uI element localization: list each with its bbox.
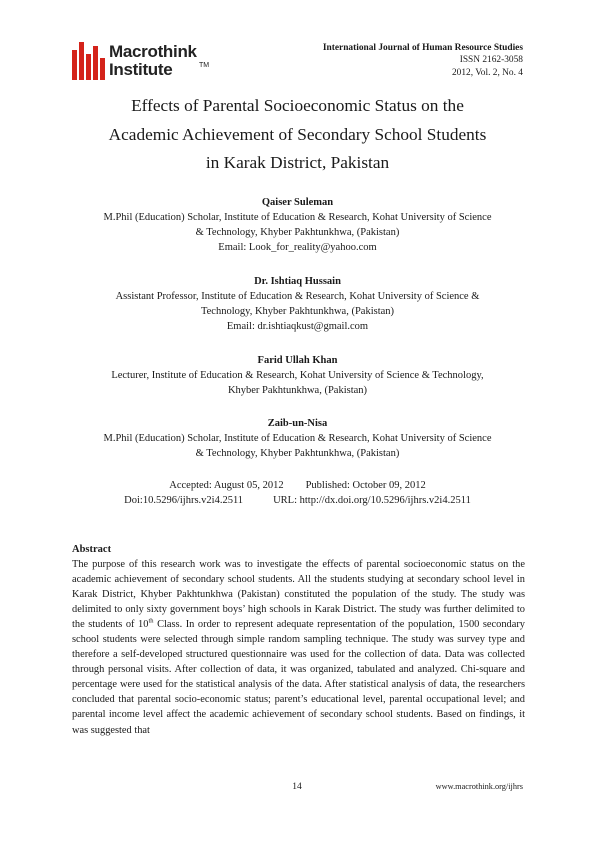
- abstract-heading: Abstract: [72, 544, 112, 555]
- publisher-name-line2: Institute: [109, 60, 173, 79]
- page-number: 14: [292, 782, 302, 792]
- author-affiliation: Assistant Professor, Institute of Education & Research, Kohat University of Science &: [115, 291, 480, 302]
- footer-url[interactable]: www.macrothink.org/ijhrs: [435, 782, 523, 791]
- abstract-text: The purpose of this research work was to investigate the effects of parental socioeconomic status on the academic achievement of secondary school students. All the students studying at secondary school level in Karak District, Khyber Pakhtunkhwa (Pakistan) constituted the population of the study. The study was delimited to only sixty government boys’ high schools in Karak District. The study was further delimited to the students of 10: [72, 559, 525, 631]
- author-affiliation: Technology, Khyber Pakhtunkhwa, (Pakistan): [200, 306, 395, 317]
- doi: Doi:10.5296/ijhrs.v2i4.2511: [124, 495, 244, 506]
- accepted-date: Accepted: August 05, 2012: [169, 480, 284, 491]
- author-block: [40, 416, 555, 461]
- journal-issue: 2012, Vol. 2, No. 4: [451, 67, 523, 78]
- publisher-logo: [72, 42, 232, 82]
- author-block: [40, 353, 555, 398]
- author-block: [40, 195, 555, 255]
- title-line: Academic Achievement of Secondary School Students: [108, 124, 487, 144]
- author-affiliation: & Technology, Khyber Pakhtunkhwa, (Pakistan): [195, 448, 400, 459]
- abstract-text: Class. In order to represent adequate representation of the population, 1500 secondary school students were selected through simple random sampling technique. The study was survey type and therefore a self-developed structured questionnaire was used for the collection of data. Data was collected through personal visits. After collection of data, it was organized, tabulated and analyzed. Chi-square and percentage were used for the statistical analysis of the data. After statistical analysis of data, the researchers concluded that parental socio-economic status; parent’s educational level, parental occupational level; and parental income level affect the academic achievement of secondary school students. Based on findings, it was suggested that: [72, 619, 526, 736]
- logo-mark-icon: [72, 42, 106, 80]
- journal-title: International Journal of Human Resource Studies: [322, 43, 523, 53]
- author-affiliation: & Technology, Khyber Pakhtunkhwa, (Pakistan): [195, 227, 400, 238]
- author-email[interactable]: Email: dr.ishtiaqkust@gmail.com: [226, 321, 369, 332]
- journal-issn: ISSN 2162-3058: [459, 55, 523, 66]
- ordinal-superscript: th: [148, 617, 154, 625]
- title-line: in Karak District, Pakistan: [205, 153, 390, 172]
- author-affiliation: Khyber Pakhtunkhwa, (Pakistan): [227, 385, 368, 396]
- doi-line: [40, 493, 555, 508]
- author-affiliation: Lecturer, Institute of Education & Research, Kohat University of Science & Technology,: [111, 370, 484, 381]
- doi-url[interactable]: URL: http://dx.doi.org/10.5296/ijhrs.v2i4.2511: [273, 495, 471, 506]
- author-name: Dr. Ishtiaq Hussain: [254, 276, 341, 287]
- title-line: Effects of Parental Socioeconomic Status on the: [131, 96, 464, 115]
- author-name: Qaiser Suleman: [261, 197, 334, 208]
- abstract-body: [72, 557, 525, 738]
- publisher-name-line1: Macrothink: [109, 42, 197, 61]
- author-email[interactable]: Email: Look_for_reality@yahoo.com: [218, 242, 377, 253]
- author-affiliation: M.Phil (Education) Scholar, Institute of Education & Research, Kohat University of Science: [103, 212, 492, 223]
- paper-title: [40, 92, 555, 178]
- published-date: Published: October 09, 2012: [305, 480, 426, 491]
- author-affiliation: M.Phil (Education) Scholar, Institute of Education & Research, Kohat University of Science: [103, 433, 492, 444]
- publication-dates: [40, 478, 555, 493]
- author-block: [40, 274, 555, 334]
- trademark-mark: TM: [199, 62, 210, 69]
- author-name: Zaib-un-Nisa: [267, 418, 328, 429]
- author-name: Farid Ullah Khan: [257, 355, 338, 366]
- journal-info: [323, 42, 523, 79]
